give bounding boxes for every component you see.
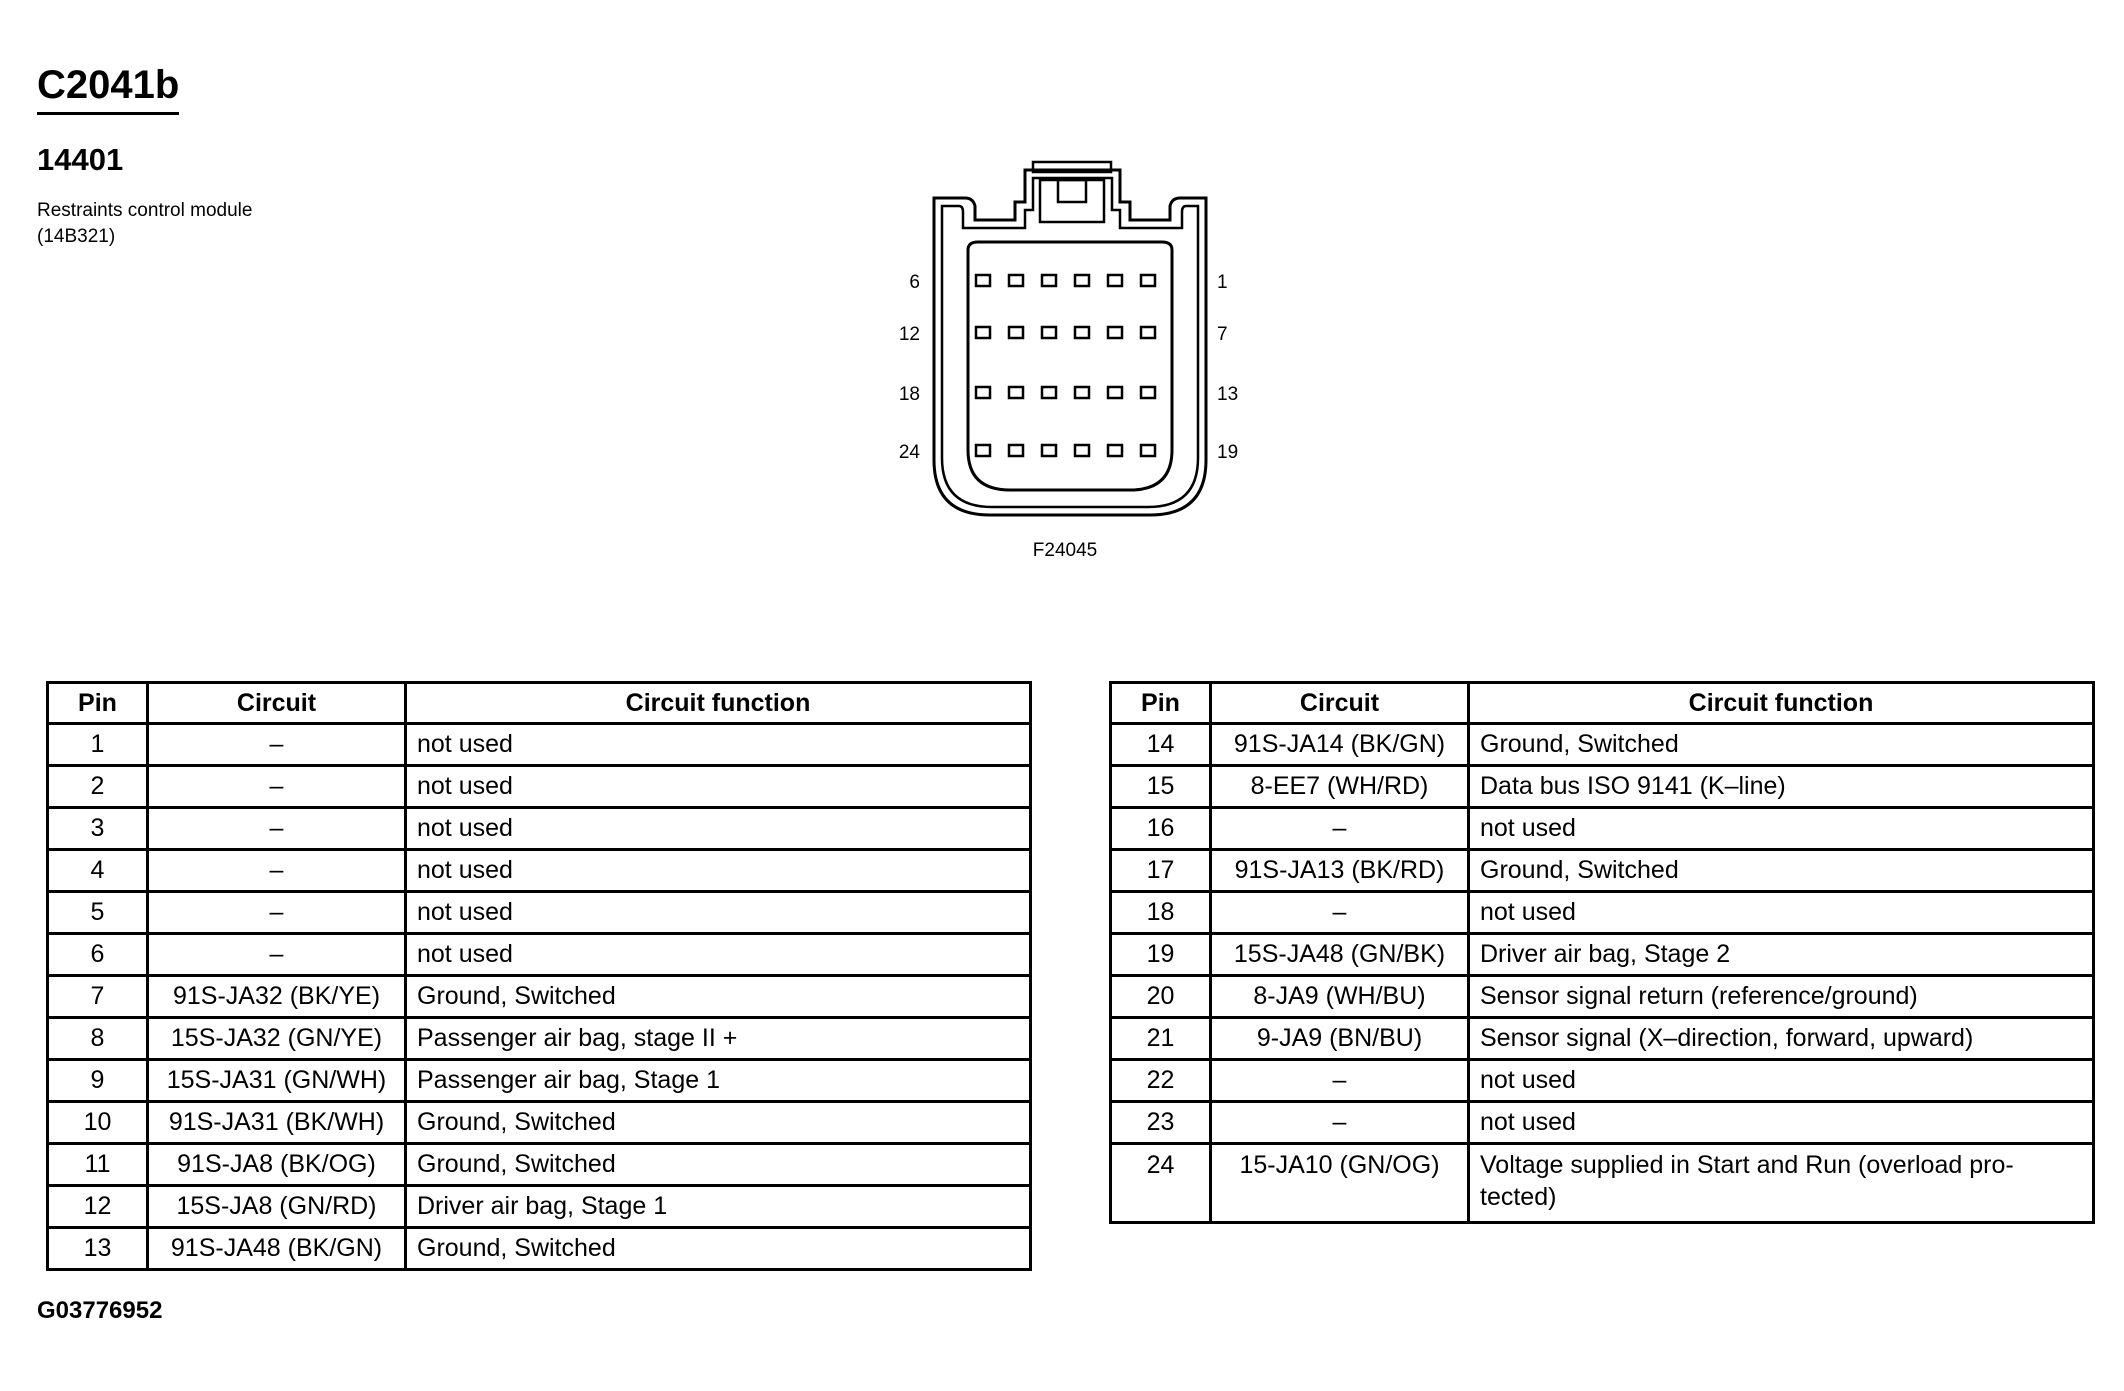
connector-face-diagram bbox=[920, 150, 1220, 530]
circuit-cell: – bbox=[148, 808, 406, 850]
table-row bbox=[48, 1102, 1031, 1144]
part-number: 14401 bbox=[37, 142, 124, 177]
table-row bbox=[1111, 766, 2094, 808]
function-cell: Driver air bag, Stage 2 bbox=[1469, 934, 2094, 976]
table-row bbox=[48, 1228, 1031, 1270]
pin-cell: 22 bbox=[1111, 1060, 1211, 1102]
pin-cavity bbox=[1075, 387, 1089, 398]
circuit-cell: – bbox=[148, 934, 406, 976]
circuit-cell: 8-EE7 (WH/RD) bbox=[1211, 766, 1469, 808]
pin-cavity bbox=[1141, 387, 1155, 398]
pin-cell: 18 bbox=[1111, 892, 1211, 934]
header-circuit: Circuit bbox=[1211, 683, 1469, 724]
function-cell: Ground, Switched bbox=[406, 1102, 1031, 1144]
function-cell: Ground, Switched bbox=[1469, 724, 2094, 766]
pin-cell: 10 bbox=[48, 1102, 148, 1144]
table-row bbox=[48, 850, 1031, 892]
table-header-row bbox=[1111, 683, 2094, 724]
circuit-cell: 91S-JA14 (BK/GN) bbox=[1211, 724, 1469, 766]
pin-label-19: 19 bbox=[1217, 442, 1239, 463]
pin-cell: 23 bbox=[1111, 1102, 1211, 1144]
circuit-cell: 91S-JA13 (BK/RD) bbox=[1211, 850, 1469, 892]
function-cell: Sensor signal (X–direction, forward, upward) bbox=[1469, 1018, 2094, 1060]
circuit-cell: – bbox=[1211, 892, 1469, 934]
table-row bbox=[1111, 850, 2094, 892]
pin-cell: 9 bbox=[48, 1060, 148, 1102]
circuit-cell: 15S-JA32 (GN/YE) bbox=[148, 1018, 406, 1060]
function-cell: Passenger air bag, Stage 1 bbox=[406, 1060, 1031, 1102]
pin-cavity bbox=[1009, 387, 1023, 398]
header-circuit: Circuit bbox=[148, 683, 406, 724]
function-cell: Passenger air bag, stage II + bbox=[406, 1018, 1031, 1060]
table-row bbox=[1111, 724, 2094, 766]
circuit-cell: 91S-JA31 (BK/WH) bbox=[148, 1102, 406, 1144]
function-cell: not used bbox=[406, 766, 1031, 808]
pin-cell: 3 bbox=[48, 808, 148, 850]
pin-cell: 1 bbox=[48, 724, 148, 766]
pin-label-1: 1 bbox=[1217, 272, 1228, 293]
circuit-cell: – bbox=[148, 892, 406, 934]
function-cell: Ground, Switched bbox=[406, 1144, 1031, 1186]
function-cell: Ground, Switched bbox=[406, 1228, 1031, 1270]
pin-cavity bbox=[1075, 327, 1089, 338]
pin-label-12: 12 bbox=[898, 324, 920, 345]
pin-cavity bbox=[1108, 387, 1122, 398]
pin-cell: 15 bbox=[1111, 766, 1211, 808]
table-row bbox=[48, 1018, 1031, 1060]
circuit-cell: – bbox=[148, 850, 406, 892]
pin-cell: 19 bbox=[1111, 934, 1211, 976]
table-row bbox=[48, 976, 1031, 1018]
function-cell: not used bbox=[406, 850, 1031, 892]
function-cell: not used bbox=[1469, 1102, 2094, 1144]
pin-cell: 4 bbox=[48, 850, 148, 892]
pin-cavity bbox=[1009, 445, 1023, 456]
function-cell: not used bbox=[406, 934, 1031, 976]
pin-table-right bbox=[1109, 681, 2095, 1224]
function-cell: not used bbox=[1469, 892, 2094, 934]
circuit-cell: 15S-JA48 (GN/BK) bbox=[1211, 934, 1469, 976]
circuit-cell: 91S-JA8 (BK/OG) bbox=[148, 1144, 406, 1186]
pin-cell: 16 bbox=[1111, 808, 1211, 850]
circuit-cell: 91S-JA32 (BK/YE) bbox=[148, 976, 406, 1018]
pin-cell: 8 bbox=[48, 1018, 148, 1060]
table-row bbox=[48, 808, 1031, 850]
header-pin: Pin bbox=[48, 683, 148, 724]
table-row bbox=[48, 1186, 1031, 1228]
pin-cell: 6 bbox=[48, 934, 148, 976]
table-row bbox=[48, 892, 1031, 934]
table-row bbox=[1111, 808, 2094, 850]
pin-cavity bbox=[1009, 327, 1023, 338]
circuit-cell: 15S-JA31 (GN/WH) bbox=[148, 1060, 406, 1102]
figure-code: F24045 bbox=[1032, 540, 1098, 561]
pin-cavity bbox=[1042, 327, 1056, 338]
header-function: Circuit function bbox=[1469, 683, 2094, 724]
pin-cavity bbox=[1141, 327, 1155, 338]
table-header-row bbox=[48, 683, 1031, 724]
pin-cavity bbox=[1042, 275, 1056, 286]
table-row bbox=[48, 934, 1031, 976]
table-row bbox=[1111, 1102, 2094, 1144]
function-cell: Sensor signal return (reference/ground) bbox=[1469, 976, 2094, 1018]
circuit-cell: 15-JA10 (GN/OG) bbox=[1211, 1144, 1469, 1223]
function-cell: not used bbox=[406, 724, 1031, 766]
pin-cavity bbox=[1042, 387, 1056, 398]
circuit-cell: 9-JA9 (BN/BU) bbox=[1211, 1018, 1469, 1060]
connector-title: C2041b bbox=[37, 62, 179, 115]
header-function: Circuit function bbox=[406, 683, 1031, 724]
function-cell: not used bbox=[1469, 808, 2094, 850]
pin-cavity bbox=[976, 445, 990, 456]
table-row bbox=[1111, 976, 2094, 1018]
pin-cavity bbox=[1108, 327, 1122, 338]
table-row bbox=[48, 724, 1031, 766]
pin-cavity bbox=[1108, 275, 1122, 286]
table-row bbox=[1111, 1018, 2094, 1060]
component-description: Restraints control module (14B321) bbox=[37, 200, 253, 247]
function-cell: not used bbox=[406, 892, 1031, 934]
pin-cavity bbox=[1141, 445, 1155, 456]
circuit-cell: 91S-JA48 (BK/GN) bbox=[148, 1228, 406, 1270]
table-row bbox=[48, 1144, 1031, 1186]
circuit-cell: 15S-JA8 (GN/RD) bbox=[148, 1186, 406, 1228]
pin-cell: 13 bbox=[48, 1228, 148, 1270]
pin-cavity bbox=[976, 387, 990, 398]
header-pin: Pin bbox=[1111, 683, 1211, 724]
pin-cavity bbox=[976, 275, 990, 286]
table-row bbox=[1111, 892, 2094, 934]
pin-cell: 7 bbox=[48, 976, 148, 1018]
table-row bbox=[1111, 1060, 2094, 1102]
pin-cell: 21 bbox=[1111, 1018, 1211, 1060]
pin-cell: 12 bbox=[48, 1186, 148, 1228]
pin-cavity bbox=[1042, 445, 1056, 456]
function-cell: Voltage supplied in Start and Run (overload pro- tected) bbox=[1469, 1144, 2094, 1223]
circuit-cell: – bbox=[1211, 1060, 1469, 1102]
function-cell: Data bus ISO 9141 (K–line) bbox=[1469, 766, 2094, 808]
pin-label-13: 13 bbox=[1217, 384, 1239, 405]
function-cell: Driver air bag, Stage 1 bbox=[406, 1186, 1031, 1228]
function-cell: not used bbox=[406, 808, 1031, 850]
pin-cavity bbox=[1075, 445, 1089, 456]
circuit-cell: – bbox=[148, 724, 406, 766]
table-row bbox=[1111, 1144, 2094, 1223]
pin-cell: 5 bbox=[48, 892, 148, 934]
pin-label-24: 24 bbox=[898, 442, 920, 463]
pin-cell: 2 bbox=[48, 766, 148, 808]
pin-table-left bbox=[46, 681, 1032, 1271]
circuit-cell: – bbox=[148, 766, 406, 808]
pin-cavity bbox=[1075, 275, 1089, 286]
pin-cavity bbox=[1141, 275, 1155, 286]
function-cell: Ground, Switched bbox=[1469, 850, 2094, 892]
table-row bbox=[1111, 934, 2094, 976]
pin-cell: 14 bbox=[1111, 724, 1211, 766]
circuit-cell: – bbox=[1211, 808, 1469, 850]
circuit-cell: 8-JA9 (WH/BU) bbox=[1211, 976, 1469, 1018]
pin-cavity-grid bbox=[976, 275, 1155, 456]
pin-cell: 11 bbox=[48, 1144, 148, 1186]
table-row bbox=[48, 1060, 1031, 1102]
pin-cell: 24 bbox=[1111, 1144, 1211, 1223]
pin-label-18: 18 bbox=[898, 384, 920, 405]
pin-cavity bbox=[1009, 275, 1023, 286]
pin-cell: 17 bbox=[1111, 850, 1211, 892]
pin-label-6: 6 bbox=[909, 272, 920, 293]
pin-label-7: 7 bbox=[1217, 324, 1228, 345]
function-cell: Ground, Switched bbox=[406, 976, 1031, 1018]
pin-cavity bbox=[1108, 445, 1122, 456]
function-cell: not used bbox=[1469, 1060, 2094, 1102]
pin-cavity bbox=[976, 327, 990, 338]
graphic-code: G03776952 bbox=[37, 1297, 163, 1324]
circuit-cell: – bbox=[1211, 1102, 1469, 1144]
table-row bbox=[48, 766, 1031, 808]
pin-cell: 20 bbox=[1111, 976, 1211, 1018]
